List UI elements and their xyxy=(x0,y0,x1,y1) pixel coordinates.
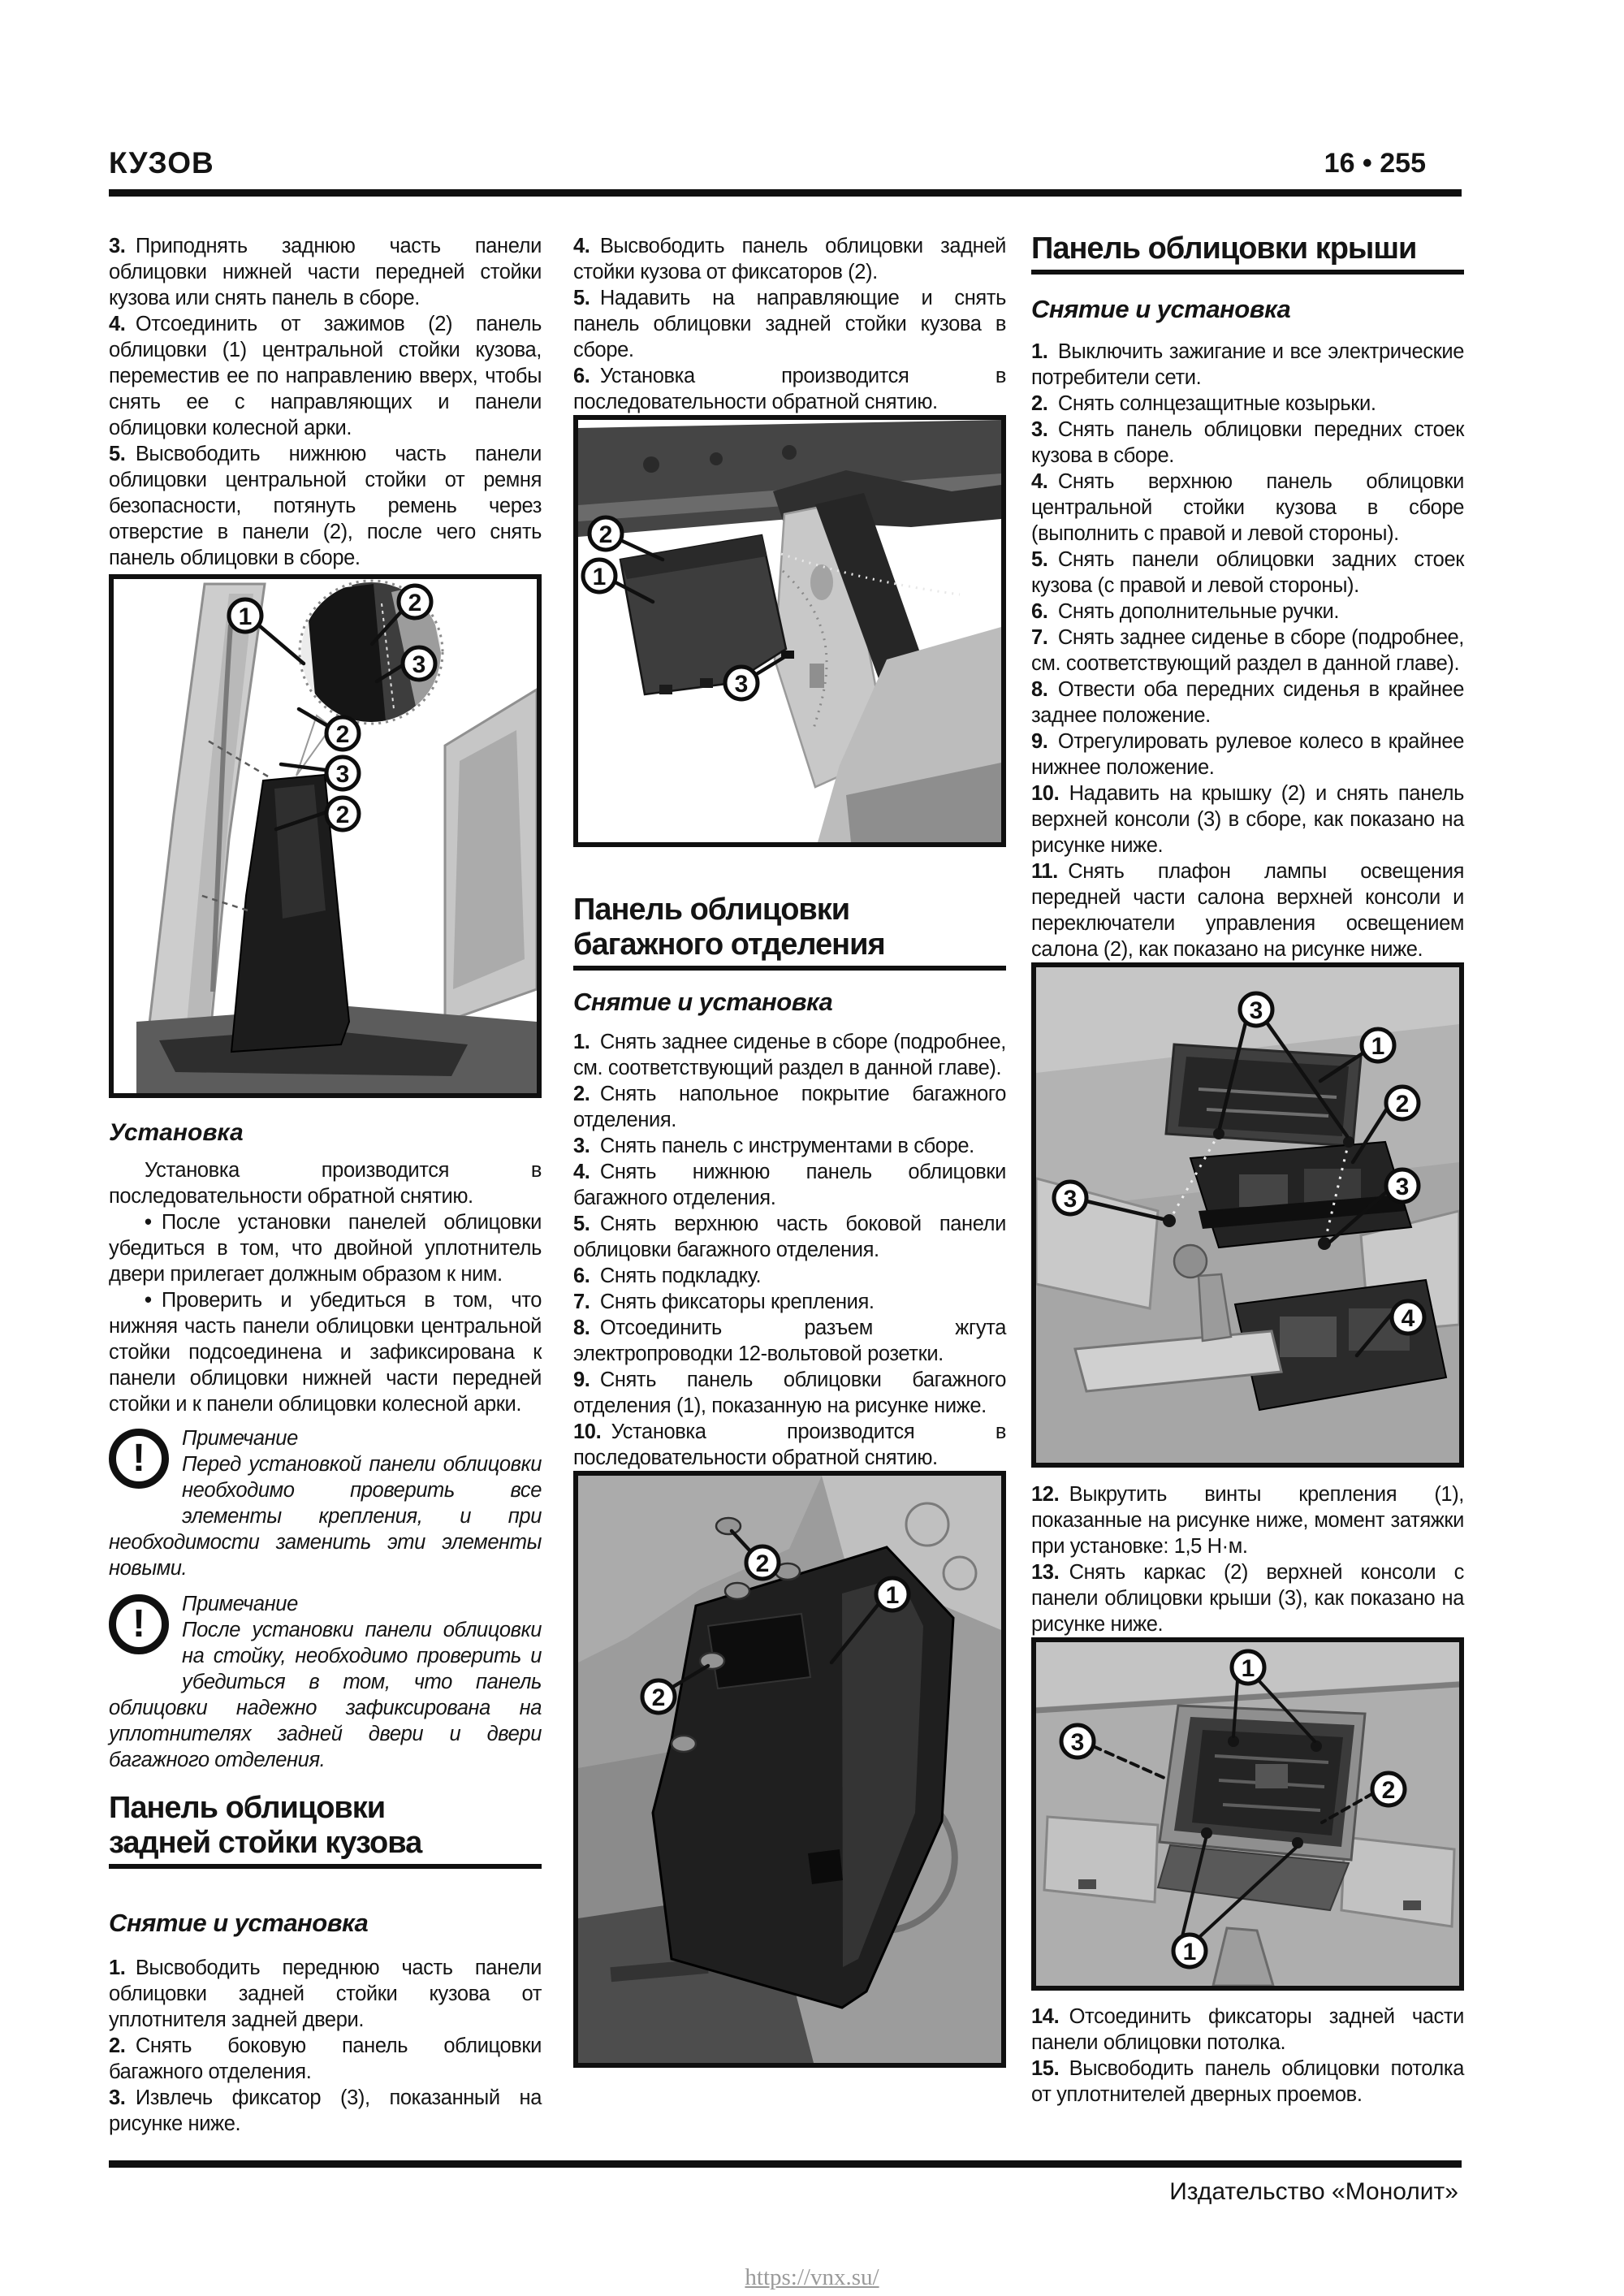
procedure-step: 8. Отвести оба передних сиденья в крайнее заднее положение. xyxy=(1031,678,1464,727)
steps-list xyxy=(573,233,1006,415)
procedure-step: 3. Снять панель облицовки передних стоек кузова в сборе. xyxy=(1031,418,1464,467)
install-bullets xyxy=(109,1209,542,1417)
procedure-step: 8. Отсоединить разъем жгута электропроводки 12-вольтовой розетки. xyxy=(573,1317,1006,1365)
svg-text:2: 2 xyxy=(335,721,350,748)
screw xyxy=(1163,1214,1176,1227)
svg-text:1: 1 xyxy=(1371,1033,1385,1060)
note-title: Примечание xyxy=(182,1593,298,1615)
svg-text:1: 1 xyxy=(1182,1939,1197,1965)
column-right xyxy=(1031,231,1464,2108)
procedure-step: 6. Снять подкладку. xyxy=(573,1265,762,1287)
callout xyxy=(326,757,359,789)
svg-text:2: 2 xyxy=(335,802,350,828)
svg-text:1: 1 xyxy=(885,1582,900,1609)
procedure-step: 7. Снять заднее сиденье в сборе (подробнее, см. соответствующий раздел в данной главе). xyxy=(1031,626,1464,675)
steps-list xyxy=(573,1029,1006,1471)
note xyxy=(109,1591,542,1773)
install-heading: Установка xyxy=(109,1119,244,1146)
figure-rear-pillar-trim xyxy=(573,415,1006,847)
callout xyxy=(1372,1773,1405,1805)
note-body: После установки панели облицовки на стойку, необходимо проверить и убедиться в том, что панель облицовки надежно зафиксирована на уплотнителях задней двери и двери багажного отделения. xyxy=(109,1619,542,1771)
subheading-removal-install: Снятие и установка xyxy=(1031,295,1291,323)
procedure-step: 4. Отсоединить от зажимов (2) панель облицовки (1) центральной стойки кузова, переместив ее по направлению вверх, чтобы снять ее с направляющих и панели облицовки колесной арки. xyxy=(109,313,542,439)
svg-text:1: 1 xyxy=(1241,1655,1255,1682)
footer-rule xyxy=(109,2160,1462,2168)
fastener xyxy=(725,1583,749,1599)
svg-text:3: 3 xyxy=(734,671,749,698)
figure-trunk-trim xyxy=(573,1471,1006,2068)
section-title: КУЗОВ xyxy=(109,146,214,179)
bullet-item: • Проверить и убедиться в том, что нижняя часть панели облицовки центральной стойки подсоединена и зафиксирована к панели облицовки нижней части передней стойки и к панели облицовки колесной арки. xyxy=(109,1289,542,1416)
fastener xyxy=(672,1736,696,1752)
procedure-step: 3. Снять панель с инструментами в сборе. xyxy=(573,1135,974,1157)
procedure-step: 6. Снять дополнительные ручки. xyxy=(1031,600,1340,623)
svg-text:3: 3 xyxy=(1395,1174,1410,1200)
svg-text:3: 3 xyxy=(335,761,350,788)
figure-pillar-trim xyxy=(109,574,542,1098)
bullet-item: • После установки панелей облицовки убедиться в том, что двойной уплотнитель двери прилегает должным образом к ним. xyxy=(109,1211,542,1286)
svg-text:3: 3 xyxy=(412,651,426,678)
callout xyxy=(1061,1725,1094,1758)
procedure-step: 5. Снять верхнюю часть боковой панели облицовки багажного отделения. xyxy=(573,1213,1006,1261)
svg-text:2: 2 xyxy=(598,521,613,548)
callout xyxy=(590,517,622,550)
callout xyxy=(399,586,431,618)
column-middle xyxy=(573,233,1006,2068)
procedure-step: 5. Надавить на направляющие и снять панель облицовки задней стойки кузова в сборе. xyxy=(573,287,1006,361)
procedure-step: 1. Высвободить переднюю часть панели облицовки задней стойки кузова от уплотнителя задней двери. xyxy=(109,1957,542,2031)
sunvisor-left xyxy=(1044,1817,1158,1902)
svg-text:3: 3 xyxy=(1070,1729,1085,1756)
callout xyxy=(1240,993,1272,1026)
panel-pocket xyxy=(708,1614,810,1688)
procedure-step: 5. Высвободить нижнюю часть панели облицовки центральной стойки от ремня безопасности, потянуть ремень через отверстие в панели (2), после чего снять панель облицовки в сборе. xyxy=(109,443,542,569)
note-title: Примечание xyxy=(182,1427,298,1450)
callout xyxy=(1386,1170,1419,1202)
svg-text:4: 4 xyxy=(1401,1305,1415,1332)
svg-text:3: 3 xyxy=(1249,997,1263,1024)
fastener xyxy=(716,1518,741,1534)
heading-roof-trim: Панель облицовки крыши xyxy=(1031,231,1464,275)
callout xyxy=(403,647,435,680)
procedure-step: 2. Снять боковую панель облицовки багажного отделения. xyxy=(109,2034,542,2083)
svg-text:2: 2 xyxy=(651,1684,666,1711)
procedure-step: 2. Снять напольное покрытие багажного отделения. xyxy=(573,1083,1006,1131)
procedure-step: 4. Снять нижнюю панель облицовки багажного отделения. xyxy=(573,1161,1006,1209)
heading-rear-pillar-trim: Панель облицовки задней стойки кузова xyxy=(109,1791,542,1869)
callout xyxy=(725,667,758,699)
callout xyxy=(746,1546,779,1579)
watermark-link: https://vnx.su/ xyxy=(745,2264,879,2290)
callout xyxy=(1386,1087,1419,1119)
callout xyxy=(1054,1182,1086,1214)
callout xyxy=(642,1680,675,1713)
procedure-step: 13. Снять каркас (2) верхней консоли с панели облицовки крыши (3), как показано на рисунке ниже. xyxy=(1031,1561,1464,1636)
procedure-step: 5. Снять панели облицовки задних стоек кузова (с правой и левой стороны). xyxy=(1031,548,1464,597)
procedure-step: 12. Выкрутить винты крепления (1), показанные на рисунке ниже, момент затяжки при установке: 1,5 Н·м. xyxy=(1031,1483,1464,1558)
header-rule xyxy=(109,189,1462,197)
steps-list xyxy=(1031,1481,1464,1637)
callout xyxy=(1362,1029,1394,1062)
procedure-step: 4. Высвободить панель облицовки задней стойки кузова от фиксаторов (2). xyxy=(573,235,1006,283)
screw xyxy=(1213,1128,1224,1139)
procedure-step: 10. Надавить на крышку (2) и снять панель верхней консоли (3) в сборе, как показано на рисунке ниже. xyxy=(1031,782,1464,857)
procedure-step: 9. Отрегулировать рулевое колесо в крайнее нижнее положение. xyxy=(1031,730,1464,779)
screw xyxy=(1311,1740,1322,1752)
callout xyxy=(229,599,261,632)
procedure-step: 3. Приподнять заднюю часть панели облицовки нижней части передней стойки кузова или снять панель в сборе. xyxy=(109,235,542,309)
sunvisor-right xyxy=(1341,1837,1454,1926)
callout xyxy=(876,1578,909,1611)
callout xyxy=(1392,1301,1424,1334)
install-text xyxy=(109,1157,542,1417)
steps-list xyxy=(109,233,542,571)
figure-roof-console-opening xyxy=(1031,1637,1464,1991)
subheading-removal-install: Снятие и установка xyxy=(573,988,833,1016)
steps-list xyxy=(1031,339,1464,962)
svg-text:2: 2 xyxy=(755,1550,770,1577)
procedure-step: 7. Снять фиксаторы крепления. xyxy=(573,1291,875,1313)
svg-text:1: 1 xyxy=(592,564,607,590)
callout xyxy=(326,798,359,830)
svg-text:2: 2 xyxy=(408,590,422,616)
procedure-step: 3. Извлечь фиксатор (3), показанный на рисунке ниже. xyxy=(109,2086,542,2135)
procedure-step: 2. Снять солнцезащитные козырьки. xyxy=(1031,392,1376,415)
svg-text:3: 3 xyxy=(1063,1186,1078,1213)
procedure-step: 1. Выключить зажигание и все электрические потребители сети. xyxy=(1031,340,1464,389)
column-left xyxy=(109,233,542,2137)
callout xyxy=(326,717,359,750)
install-intro: Установка производится в последовательности обратной снятию. xyxy=(109,1159,542,1208)
procedure-step: 15. Высвободить панель облицовки потолка от уплотнителей дверных проемов. xyxy=(1031,2057,1464,2106)
screw xyxy=(1343,1136,1354,1148)
figure-overhead-console xyxy=(1031,962,1464,1468)
callout xyxy=(1173,1935,1206,1967)
callout xyxy=(1232,1651,1264,1684)
procedure-step: 9. Снять панель облицовки багажного отделения (1), показанную на рисунке ниже. xyxy=(573,1369,1006,1417)
procedure-step: 14. Отсоединить фиксаторы задней части панели облицовки потолка. xyxy=(1031,2005,1464,2054)
screw xyxy=(1318,1237,1331,1250)
procedure-step: 1. Снять заднее сиденье в сборе (подробнее, см. соответствующий раздел в данной главе). xyxy=(573,1031,1006,1079)
clip xyxy=(1292,1837,1303,1848)
clip xyxy=(1201,1827,1212,1839)
svg-text:2: 2 xyxy=(1381,1777,1396,1804)
subheading-removal-install: Снятие и установка xyxy=(109,1909,369,1937)
svg-text:1: 1 xyxy=(238,603,253,630)
publisher: Издательство «Монолит» xyxy=(1169,2178,1458,2205)
procedure-step: 6. Установка производится в последовательности обратной снятию. xyxy=(573,365,1006,413)
note xyxy=(109,1425,542,1581)
heading-trunk-trim: Панель облицовки багажного отделения xyxy=(573,893,1006,971)
callout xyxy=(583,560,615,592)
page-number: 16 • 255 xyxy=(1324,148,1426,179)
steps-list xyxy=(1031,2004,1464,2108)
warning-icon: ! xyxy=(109,1429,169,1489)
svg-text:2: 2 xyxy=(1395,1091,1410,1118)
steps-list xyxy=(109,1955,542,2137)
procedure-step: 11. Снять плафон лампы освещения передней части салона верхней консоли и переключатели управления освещением салона (2), как показано на рисунке ниже. xyxy=(1031,860,1464,961)
procedure-step: 4. Снять верхнюю панель облицовки центральной стойки кузова в сборе (выполнить с правой и левой стороны). xyxy=(1031,470,1464,545)
note-body: Перед установкой панели облицовки необходимо проверить все элементы крепления, и при необходимости заменить эти элементы новыми. xyxy=(109,1453,542,1580)
procedure-step: 10. Установка производится в последовательности обратной снятию. xyxy=(573,1420,1006,1469)
warning-icon: ! xyxy=(109,1594,169,1654)
